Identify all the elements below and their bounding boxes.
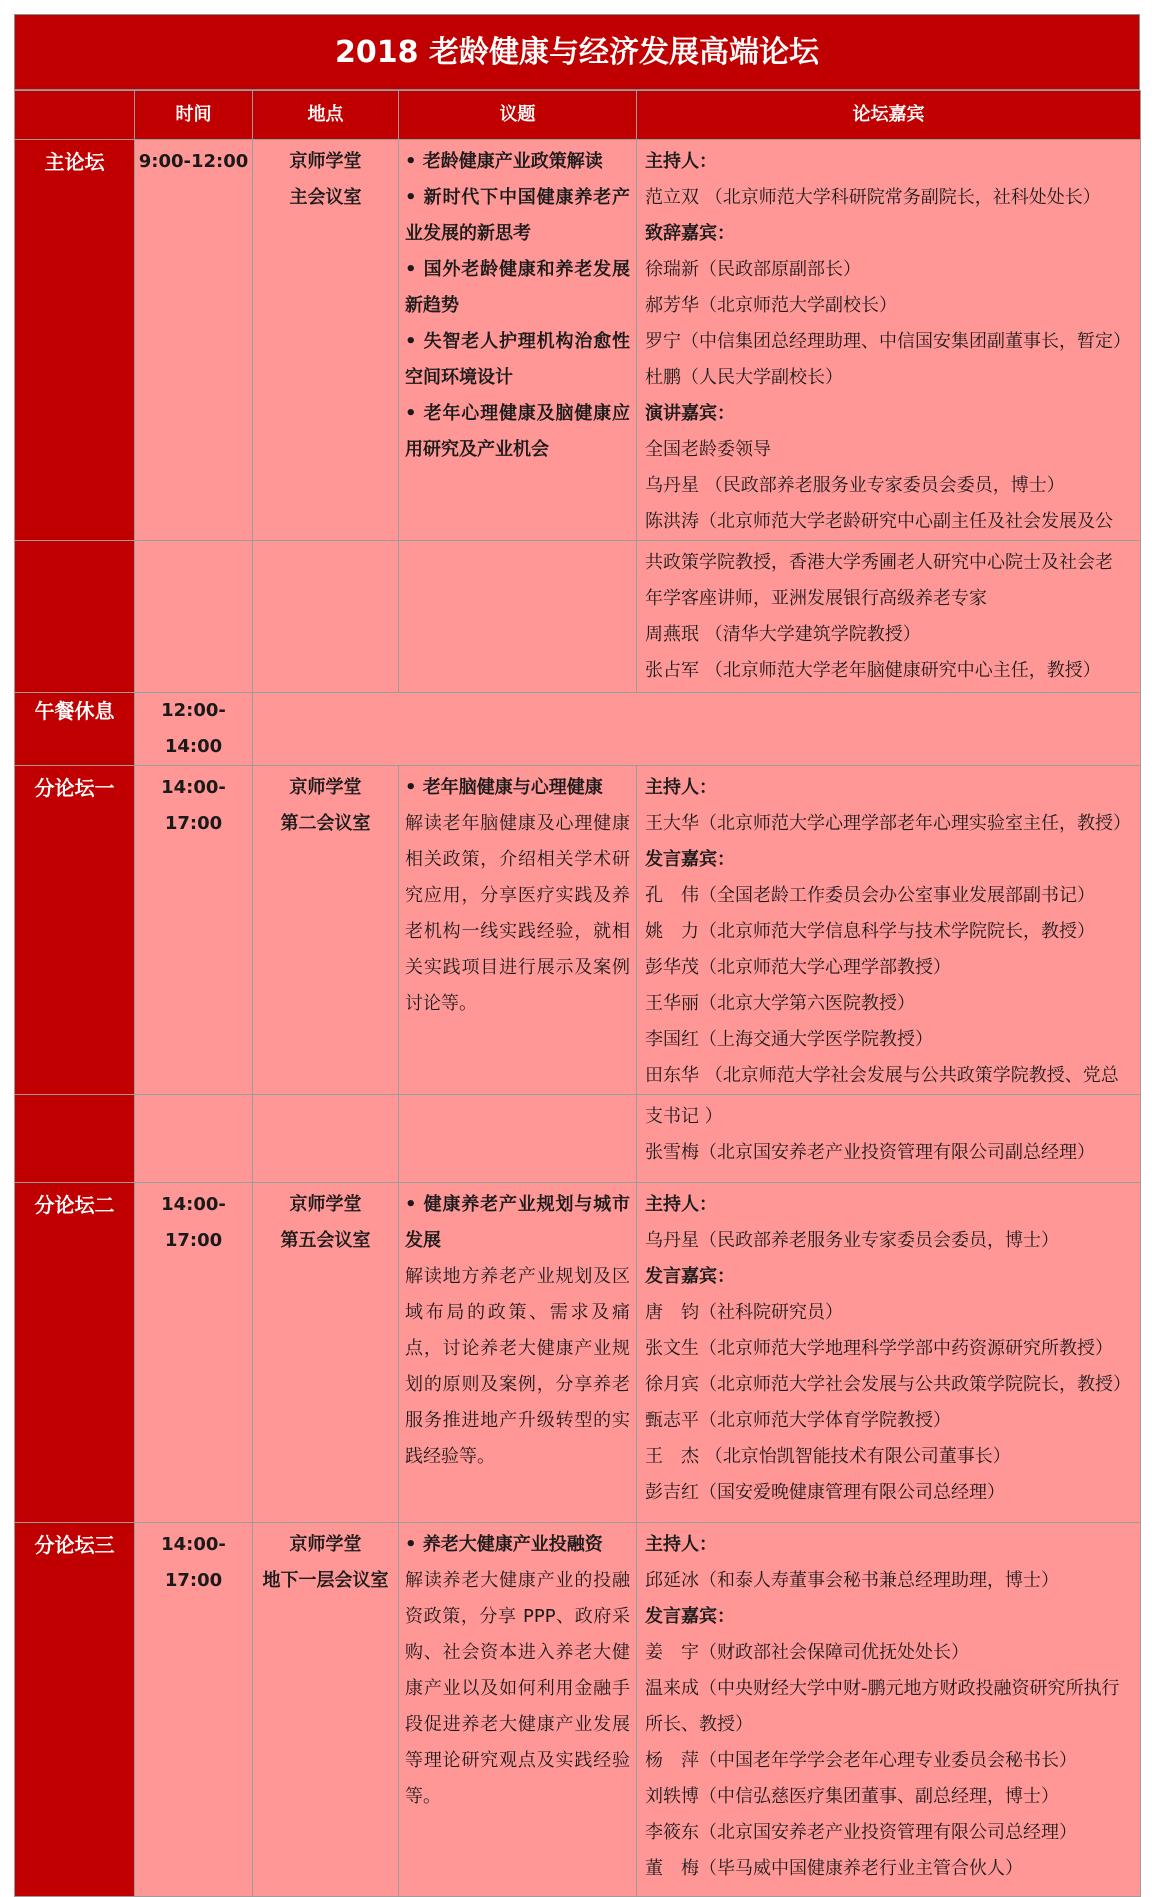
guest-entry: 徐月宾（北京师范大学社会发展与公共政策学院院长，教授）: [645, 1374, 1131, 1395]
guest-list: [637, 766, 1141, 1095]
topic-description: 解读养老大健康产业的投融资政策，分享 PPP、政府采购、社会资本进入养老大健康产业以及如何利用金融手段促进养老大健康产业发展等理论研究观点及实践经验等。: [405, 1570, 630, 1807]
guest-entry: 张雪梅（北京国安养老产业投资管理有限公司副总经理）: [645, 1142, 1095, 1163]
agenda-table: [14, 90, 1141, 1897]
guest-entry: 年学客座讲师，亚洲发展银行高级养老专家: [645, 588, 987, 609]
topic-item: • 国外老龄健康和养老发展新趋势: [405, 259, 630, 316]
place-line: 主会议室: [289, 187, 362, 208]
session-time: 14:00-17:00: [135, 1183, 253, 1523]
topic-item: • 养老大健康产业投融资: [405, 1534, 603, 1555]
place-line: 第二会议室: [280, 813, 371, 834]
guest-role-heading: 发言嘉宾：: [645, 1606, 735, 1627]
lunch-row: [15, 693, 1141, 766]
sub-forum-1-row: [15, 766, 1141, 1095]
session-label: 分论坛三: [15, 1523, 135, 1897]
guest-entry: 彭华茂（北京师范大学心理学部教授）: [645, 957, 951, 978]
guest-entry: 张文生（北京师范大学地理科学学部中药资源研究所教授）: [645, 1338, 1113, 1359]
guest-entry: 孔 伟（全国老龄工作委员会办公室事业发展部副书记）: [645, 885, 1095, 906]
main-forum-continued-row: [15, 541, 1141, 693]
place-line: 京师学堂: [289, 1534, 362, 1555]
session-label: 午餐休息: [15, 693, 135, 766]
guest-entry: 李筱东（北京国安养老产业投资管理有限公司总经理）: [645, 1822, 1077, 1843]
header-session: [15, 91, 135, 140]
sub-forum-1-continued-row: [15, 1095, 1141, 1183]
session-topics: [399, 1183, 637, 1523]
guest-entry: 郝芳华（北京师范大学副校长）: [645, 295, 897, 316]
topic-item: • 失智老人护理机构治愈性空间环境设计: [405, 331, 630, 388]
guest-entry: 杨 萍（中国老年学学会老年心理专业委员会秘书长）: [645, 1750, 1077, 1771]
session-time: 14:00-17:00: [135, 1523, 253, 1897]
guest-entry: 张占军 （北京师范大学老年脑健康研究中心主任，教授）: [645, 660, 1101, 681]
guest-entry: 彭吉红（国安爱晚健康管理有限公司总经理）: [645, 1482, 1005, 1503]
guest-role-heading: 主持人：: [645, 151, 717, 172]
empty-cell: [399, 1095, 637, 1183]
place-line: 京师学堂: [289, 1194, 362, 1215]
page-title: 2018 老龄健康与经济发展高端论坛: [14, 14, 1140, 90]
guest-role-heading: 演讲嘉宾：: [645, 403, 735, 424]
guest-entry: 姚 力（北京师范大学信息科学与技术学院院长，教授）: [645, 921, 1095, 942]
guest-role-heading: 主持人：: [645, 777, 717, 798]
guest-entry: 唐 钧（社科院研究员）: [645, 1302, 843, 1323]
guest-role-heading: 主持人：: [645, 1534, 717, 1555]
guest-role-heading: 致辞嘉宾：: [645, 223, 735, 244]
topic-description: 解读老年脑健康及心理健康相关政策，介绍相关学术研究应用，分享医疗实践及养老机构一线实践经验，就相关实践项目进行展示及案例讨论等。: [405, 813, 630, 1014]
guest-entry: 董 梅（毕马威中国健康养老行业主管合伙人）: [645, 1858, 1023, 1879]
session-topics: [399, 766, 637, 1095]
sub-forum-2-row: [15, 1183, 1141, 1523]
lunch-empty-cell: [253, 693, 1141, 766]
topic-item: • 老年脑健康与心理健康: [405, 777, 603, 798]
session-label-empty: [15, 1095, 135, 1183]
main-forum-row: [15, 140, 1141, 541]
session-place: [253, 140, 399, 541]
session-label: 主论坛: [15, 140, 135, 541]
session-time: 9:00-12:00: [135, 140, 253, 541]
guest-list: [637, 541, 1141, 693]
guest-entry: 王华丽（北京大学第六医院教授）: [645, 993, 915, 1014]
place-line: 地下一层会议室: [262, 1570, 389, 1591]
place-line: 第五会议室: [280, 1230, 371, 1251]
guest-entry: 温来成（中央财经大学中财-鹏元地方财政投融资研究所执行: [645, 1678, 1120, 1699]
empty-cell: [399, 541, 637, 693]
empty-cell: [135, 1095, 253, 1183]
header-place: 地点: [253, 91, 399, 140]
guest-entry: 全国老龄委领导: [645, 439, 771, 460]
guest-entry: 共政策学院教授，香港大学秀圃老人研究中心院士及社会老: [645, 552, 1113, 573]
session-topics: [399, 1523, 637, 1897]
session-label: 分论坛二: [15, 1183, 135, 1523]
header-guests: 论坛嘉宾: [637, 91, 1141, 140]
guest-entry: 陈洪涛（北京师范大学老龄研究中心副主任及社会发展及公: [645, 511, 1113, 532]
guest-role-heading: 发言嘉宾：: [645, 1266, 735, 1287]
guest-list: [637, 1523, 1141, 1897]
session-time: 12:00-14:00: [135, 693, 253, 766]
topic-item: • 老年心理健康及脑健康应用研究及产业机会: [405, 403, 630, 460]
session-label: 分论坛一: [15, 766, 135, 1095]
guest-entry: 乌丹星（民政部养老服务业专家委员会委员，博士）: [645, 1230, 1059, 1251]
guest-entry: 杜鹏（人民大学副校长）: [645, 367, 843, 388]
guest-entry: 徐瑞新（民政部原副部长）: [645, 259, 861, 280]
empty-cell: [253, 541, 399, 693]
guest-entry: 姜 宇（财政部社会保障司优抚处处长）: [645, 1642, 969, 1663]
topic-item: • 老龄健康产业政策解读: [405, 151, 603, 172]
guest-entry: 周燕珉 （清华大学建筑学院教授）: [645, 624, 921, 645]
header-topic: 议题: [399, 91, 637, 140]
guest-entry: 支书记 ）: [645, 1106, 723, 1127]
session-place: [253, 766, 399, 1095]
topic-item: • 健康养老产业规划与城市发展: [405, 1194, 630, 1251]
empty-cell: [253, 1095, 399, 1183]
guest-entry: 田东华 （北京师范大学社会发展与公共政策学院教授、党总: [645, 1065, 1119, 1086]
guest-role-heading: 发言嘉宾：: [645, 849, 735, 870]
topic-description: 解读地方养老产业规划及区域布局的政策、需求及痛点，讨论养老大健康产业规划的原则及案例，分享养老服务推进地产升级转型的实践经验等。: [405, 1266, 630, 1467]
header-time: 时间: [135, 91, 253, 140]
guest-entry: 所长、教授）: [645, 1714, 753, 1735]
guest-entry: 范立双 （北京师范大学科研院常务副院长，社科处处长）: [645, 187, 1101, 208]
guest-entry: 李国红（上海交通大学医学院教授）: [645, 1029, 933, 1050]
guest-entry: 罗宁（中信集团总经理助理、中信国安集团副董事长，暂定）: [645, 331, 1131, 352]
guest-entry: 邱延冰（和泰人寿董事会秘书兼总经理助理，博士）: [645, 1570, 1059, 1591]
session-time: 14:00-17:00: [135, 766, 253, 1095]
guest-role-heading: 主持人：: [645, 1194, 717, 1215]
guest-list: [637, 140, 1141, 541]
guest-entry: 甄志平（北京师范大学体育学院教授）: [645, 1410, 951, 1431]
agenda-document: [14, 14, 1140, 1897]
guest-list: [637, 1183, 1141, 1523]
guest-entry: 王 杰 （北京怡凯智能技术有限公司董事长）: [645, 1446, 1011, 1467]
guest-list: [637, 1095, 1141, 1183]
guest-entry: 刘轶博（中信弘慈医疗集团董事、副总经理，博士）: [645, 1786, 1059, 1807]
guest-entry: 王大华（北京师范大学心理学部老年心理实验室主任，教授）: [645, 813, 1131, 834]
session-place: [253, 1183, 399, 1523]
empty-cell: [135, 541, 253, 693]
place-line: 京师学堂: [289, 151, 362, 172]
place-line: 京师学堂: [289, 777, 362, 798]
session-place: [253, 1523, 399, 1897]
session-label-empty: [15, 541, 135, 693]
topic-item: • 新时代下中国健康养老产业发展的新思考: [405, 187, 630, 244]
guest-entry: 乌丹星 （民政部养老服务业专家委员会委员，博士）: [645, 475, 1065, 496]
sub-forum-3-row: [15, 1523, 1141, 1897]
session-topics: [399, 140, 637, 541]
header-row: [15, 91, 1141, 140]
